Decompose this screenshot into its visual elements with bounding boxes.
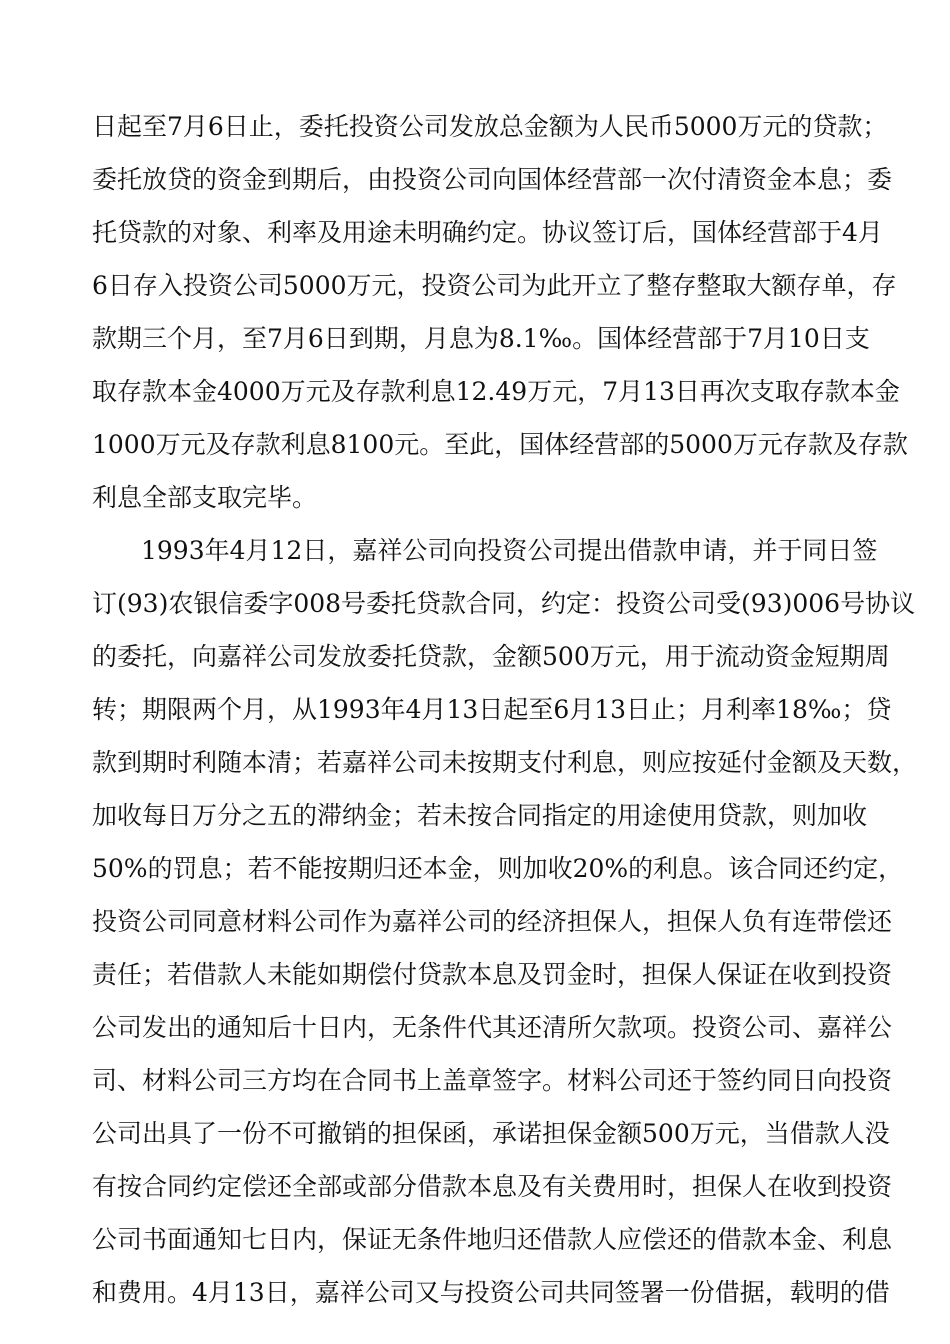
text-line: 日起至7月6日止，委托投资公司发放总金额为人民币5000万元的贷款； — [92, 112, 888, 141]
text-line: 6日存入投资公司5000万元，投资公司为此开立了整存整取大额存单，存 — [92, 271, 897, 300]
text-line: 50%的罚息；若不能按期归还本金，则加收20%的利息。该合同还约定， — [92, 854, 904, 883]
text-line: 1000万元及存款利息8100元。至此，国体经营部的5000万元存款及存款 — [92, 430, 908, 459]
text-line: 司、材料公司三方均在合同书上盖章签字。材料公司还于签约同日向投资 — [92, 1066, 893, 1095]
text-line: 委托放贷的资金到期后，由投资公司向国体经营部一次付清资金本息；委 — [92, 165, 893, 194]
text-line: 托贷款的对象、利率及用途未明确约定。协议签订后，国体经营部于4月 — [92, 218, 883, 247]
text-line: 责任；若借款人未能如期偿付贷款本息及罚金时，担保人保证在收到投资 — [92, 960, 893, 989]
text-line: 取存款本金4000万元及存款利息12.49万元，7月13日再次支取存款本金 — [92, 377, 900, 406]
body-text — [92, 100, 918, 1319]
text-line: 投资公司同意材料公司作为嘉祥公司的经济担保人，担保人负有连带偿还 — [92, 907, 893, 936]
text-line: 和费用。4月13日，嘉祥公司又与投资公司共同签署一份借据，载明的借 — [92, 1278, 890, 1307]
text-line: 利息全部支取完毕。 — [92, 483, 318, 512]
text-line: 公司出具了一份不可撤销的担保函，承诺担保金额500万元，当借款人没 — [92, 1119, 890, 1148]
text-line: 加收每日万分之五的滞纳金；若未按合同指定的用途使用贷款，则加收 — [92, 801, 868, 830]
text-line: 的委托，向嘉祥公司发放委托贷款，金额500万元，用于流动资金短期周 — [92, 642, 890, 671]
text-line: 公司书面通知七日内，保证无条件地归还借款人应偿还的借款本金、利息 — [92, 1225, 893, 1254]
paragraph-first-line: 1993年4月12日，嘉祥公司向投资公司提出借款申请，并于同日签 — [141, 536, 878, 565]
text-line: 订(93)农银信委字008号委托贷款合同，约定：投资公司受(93)006号协议 — [92, 589, 916, 618]
text-line: 款期三个月，至7月6日到期，月息为8.1‰。国体经营部于7月10日支 — [92, 324, 870, 353]
text-line: 公司发出的通知后十日内，无条件代其还清所欠款项。投资公司、嘉祥公 — [92, 1013, 893, 1042]
text-line: 转；期限两个月，从1993年4月13日起至6月13日止；月利率18‰；贷 — [92, 695, 892, 724]
text-line: 款到期时利随本清；若嘉祥公司未按期支付利息，则应按延付金额及天数， — [92, 748, 918, 777]
text-line: 有按合同约定偿还全部或部分借款本息及有关费用时，担保人在收到投资 — [92, 1172, 893, 1201]
